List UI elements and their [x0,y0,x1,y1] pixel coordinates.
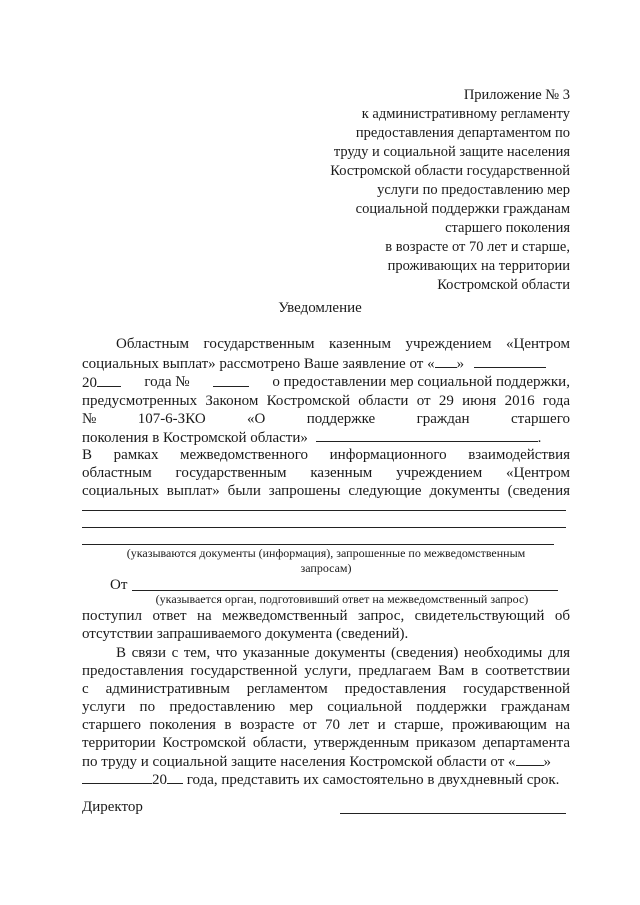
blank-year [97,373,121,387]
paragraph-2-line-1 [82,446,570,464]
annex-line: к административному регламенту [361,106,570,122]
text-fragment [82,373,121,392]
text-line: поступил ответ на межведомственный запрос, свидетельствующий об [82,608,570,624]
paragraph-1-line-2 [82,354,570,373]
annex-line: услуги по предоставлению мер [377,182,570,198]
blank-line-documents [82,544,554,545]
from-label: От [110,577,128,593]
annex-line: Приложение № 3 [463,87,570,103]
text-line: социальных выплат» были запрошены следующие документы (сведения [82,483,570,499]
blank-order-day [516,752,544,766]
text-line: услуги по предоставлению мер социальной поддержки гражданам [82,699,570,715]
annex-line: предоставления департаментом по [355,125,570,141]
paragraph-2-line-2 [82,464,570,482]
text-line: предоставления государственной услуги, предлагаем Вам в соответствии [82,663,570,679]
annex-line: проживающих на территории [387,258,570,274]
blank-order-year [167,770,183,784]
text-word: № [82,411,97,427]
paragraph-4-line-7 [82,752,570,771]
annex-line: труду и социальной защите населения [333,144,570,160]
text-fragment: года, представить их самостоятельно в двухдневный срок. [186,772,560,788]
text-line: с административным регламентом предоставления государственной [82,681,570,697]
paragraph-3-line-1 [82,607,570,625]
text-line: В рамках межведомственного информационного взаимодействия [82,447,570,463]
paragraph-3-line-2: отсутствии запрашиваемого документа (сведений). [82,626,409,642]
text-word: граждан [416,411,470,427]
paragraph-1-line-6 [82,428,570,447]
paragraph-4-line-3 [82,680,570,698]
blank-order-month [82,770,152,784]
blank-law-details [316,428,538,442]
paragraph-1-line-1 [82,335,570,353]
text-fragment: . [537,430,542,446]
paragraph-1-line-4 [82,392,570,410]
text-line: Областным государственным казенным учреждением «Центром [116,336,570,352]
annex-line: Костромской области государственной [330,163,570,179]
text-line: старшего поколения в возрасте от 70 лет и старше, проживающим на [82,717,570,733]
paragraph-1-line-5 [82,410,570,428]
paragraph-1-line-3 [82,373,570,392]
text-word: старшего [510,411,570,427]
text-fragment: по труду и социальной защите населения Костромской области от « [82,754,516,770]
signature-label: Директор [82,799,143,815]
text-line: предусмотренных Законом Костромской области от 29 июня 2016 года [82,393,570,409]
note-authority: (указывается орган, подготовивший ответ на межведомственный запрос) [155,592,529,606]
paragraph-2-line-3 [82,482,570,500]
text-word: поддержке [306,411,376,427]
text-fragment: » [456,356,465,372]
annex-line: Костромской области [437,277,570,293]
paragraph-4-line-2 [82,662,570,680]
blank-line-documents [82,510,566,511]
text-fragment: о предоставлении мер социальной поддержки, [272,374,570,390]
paragraph-4-line-8 [82,770,570,789]
signature-line [340,813,566,814]
annex-line: старшего поколения [445,220,570,236]
text-line: В связи с тем, что указанные документы (сведения) необходимы для [116,645,570,661]
note-requested-documents [82,546,570,576]
year-prefix: 20 [82,375,97,391]
paragraph-4-line-5 [82,716,570,734]
year-prefix: 20 [152,772,167,788]
text-fragment: года № [144,374,190,390]
text-word: 107-6-ЗКО [137,411,206,427]
note-line: запросам) [300,561,352,575]
note-line: (указываются документы (информация), запрошенные по межведомственным [126,546,526,560]
document-title: Уведомление [278,300,362,316]
paragraph-4-line-1 [82,644,570,662]
text-fragment: социальных выплат» рассмотрено Ваше заявление от « [82,356,435,372]
annex-line: в возрасте от 70 лет и старше, [385,239,570,255]
text-line: территории Костромской области, утвержденным приказом департамента [82,735,570,751]
text-word: «О [247,411,266,427]
annex-header [270,86,570,295]
blank-day [435,354,457,368]
blank-month [474,354,546,368]
annex-line: социальной поддержки гражданам [355,201,570,217]
text-fragment: » [543,754,552,770]
paragraph-4-line-4 [82,698,570,716]
blank-number [213,373,249,387]
text-line: областным государственным казенным учреждением «Центром [82,465,570,481]
paragraph-4-line-6 [82,734,570,752]
blank-line-documents [82,527,566,528]
text-fragment: поколения в Костромской области» [82,430,308,446]
blank-line-authority [132,590,558,591]
